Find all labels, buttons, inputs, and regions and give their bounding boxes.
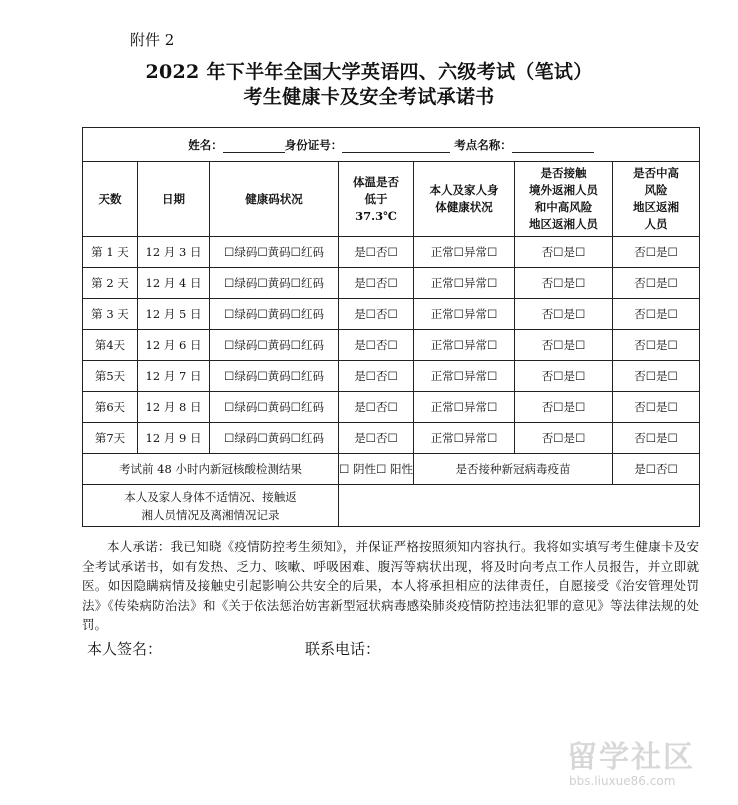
table-row [83,299,700,330]
records-row [83,485,700,527]
date-cell: 12 月 3 日 [138,237,210,268]
date-cell: 12 月 4 日 [138,268,210,299]
vaccine-label: 是否接种新冠病毒疫苗 [414,454,613,485]
risk-area-cell[interactable]: 否☐是☐ [613,299,700,330]
vaccine-value[interactable]: 是☐否☐ [613,454,700,485]
table-row [83,268,700,299]
records-label: 本人及家人身体不适情况、接触返 湘人员情况及离湘情况记录 [83,485,339,527]
watermark-url: bbs.liuxue86.com [569,774,676,788]
nucleic-row [83,454,700,485]
health-code-cell[interactable]: ☐绿码☐黄码☐红码 [210,361,339,392]
header-day: 天数 [83,162,138,237]
contact-cell[interactable]: 否☐是☐ [515,237,613,268]
health-code-cell[interactable]: ☐绿码☐黄码☐红码 [210,268,339,299]
contact-cell[interactable]: 否☐是☐ [515,361,613,392]
temperature-cell[interactable]: 是☐否☐ [339,299,414,330]
name-label: 姓名： [188,137,223,152]
phone-label: 联系电话： [305,640,381,658]
day-cell: 第 2 天 [83,268,138,299]
table-row [83,237,700,268]
health-code-cell[interactable]: ☐绿码☐黄码☐红码 [210,423,339,454]
header-date: 日期 [138,162,210,237]
day-cell: 第4天 [83,330,138,361]
day-cell: 第 3 天 [83,299,138,330]
day-cell: 第6天 [83,392,138,423]
watermark-text: 留学社区 [567,740,695,775]
name-field[interactable] [223,139,285,153]
signature-label: 本人签名： [87,640,163,658]
site-label: 考点名称： [454,137,512,152]
document-title: 2022 年下半年全国大学英语四、六级考试（笔试） [145,61,593,83]
risk-area-cell[interactable]: 否☐是☐ [613,423,700,454]
health-code-cell[interactable]: ☐绿码☐黄码☐红码 [210,237,339,268]
family-health-cell[interactable]: 正常☐异常☐ [414,361,515,392]
watermark-logo [567,732,727,796]
contact-cell[interactable]: 否☐是☐ [515,423,613,454]
header-temperature: 体温是否 低于 37.3℃ [339,162,414,237]
family-health-cell[interactable]: 正常☐异常☐ [414,299,515,330]
date-cell: 12 月 5 日 [138,299,210,330]
contact-cell[interactable]: 否☐是☐ [515,299,613,330]
risk-area-cell[interactable]: 否☐是☐ [613,268,700,299]
date-cell: 12 月 6 日 [138,330,210,361]
header-health-code: 健康码状况 [210,162,339,237]
date-cell: 12 月 9 日 [138,423,210,454]
family-health-cell[interactable]: 正常☐异常☐ [414,330,515,361]
table-row [83,330,700,361]
day-cell: 第 1 天 [83,237,138,268]
risk-area-cell[interactable]: 否☐是☐ [613,237,700,268]
health-code-cell[interactable]: ☐绿码☐黄码☐红码 [210,392,339,423]
family-health-cell[interactable]: 正常☐异常☐ [414,392,515,423]
family-health-cell[interactable]: 正常☐异常☐ [414,268,515,299]
health-code-cell[interactable]: ☐绿码☐黄码☐红码 [210,330,339,361]
document-subtitle: 考生健康卡及安全考试承诺书 [243,86,495,108]
info-row [83,128,700,162]
header-risk-area: 是否中高 风险 地区返湘 人员 [613,162,700,237]
contact-cell[interactable]: 否☐是☐ [515,392,613,423]
nucleic-label: 考试前 48 小时内新冠核酸检测结果 [83,454,339,485]
family-health-cell[interactable]: 正常☐异常☐ [414,237,515,268]
date-cell: 12 月 7 日 [138,361,210,392]
header-row [83,162,700,237]
contact-cell[interactable]: 否☐是☐ [515,330,613,361]
records-field[interactable] [339,485,700,527]
id-label: 身份证号： [284,137,343,152]
attachment-label: 附件 2 [130,31,175,49]
temperature-cell[interactable]: 是☐否☐ [339,423,414,454]
day-cell: 第5天 [83,361,138,392]
temperature-cell[interactable]: 是☐否☐ [339,268,414,299]
site-field[interactable] [512,139,594,153]
risk-area-cell[interactable]: 否☐是☐ [613,330,700,361]
contact-cell[interactable]: 否☐是☐ [515,268,613,299]
family-health-cell[interactable]: 正常☐异常☐ [414,423,515,454]
table-row [83,392,700,423]
info-cell [83,128,700,162]
id-field[interactable] [342,139,450,153]
temperature-cell[interactable]: 是☐否☐ [339,237,414,268]
temperature-cell[interactable]: 是☐否☐ [339,361,414,392]
header-family-health: 本人及家人身 体健康状况 [414,162,515,237]
day-cell: 第7天 [83,423,138,454]
health-code-cell[interactable]: ☐绿码☐黄码☐红码 [210,299,339,330]
temperature-cell[interactable]: 是☐否☐ [339,330,414,361]
health-card-table [82,127,700,527]
temperature-cell[interactable]: 是☐否☐ [339,392,414,423]
table-row [83,361,700,392]
risk-area-cell[interactable]: 否☐是☐ [613,361,700,392]
header-contact: 是否接触 境外返湘人员 和中高风险 地区返湘人员 [515,162,613,237]
date-cell: 12 月 8 日 [138,392,210,423]
table-row [83,423,700,454]
nucleic-result[interactable]: ☐ 阴性☐ 阳性 [339,454,414,485]
promise-paragraph: 本人承诺：我已知晓《疫情防控考生须知》，并保证严格按照须知内容执行。我将如实填写考生健康卡及安全考试承诺书，如有发热、乏力、咳嗽、呼吸困难、腹泻等病状出现，将及时向考点工作人员报告，并立即就医。如因隐瞒病情及接触史引起影响公共安全的后果，本人将承担相应的法律责任，自愿接受《治安管理处罚法》《传染病防治法》和《关于依法惩治妨害新型冠状病毒感染肺炎疫情防控违法犯罪的意见》等法律法规的处罚。 [82,539,699,632]
risk-area-cell[interactable]: 否☐是☐ [613,392,700,423]
